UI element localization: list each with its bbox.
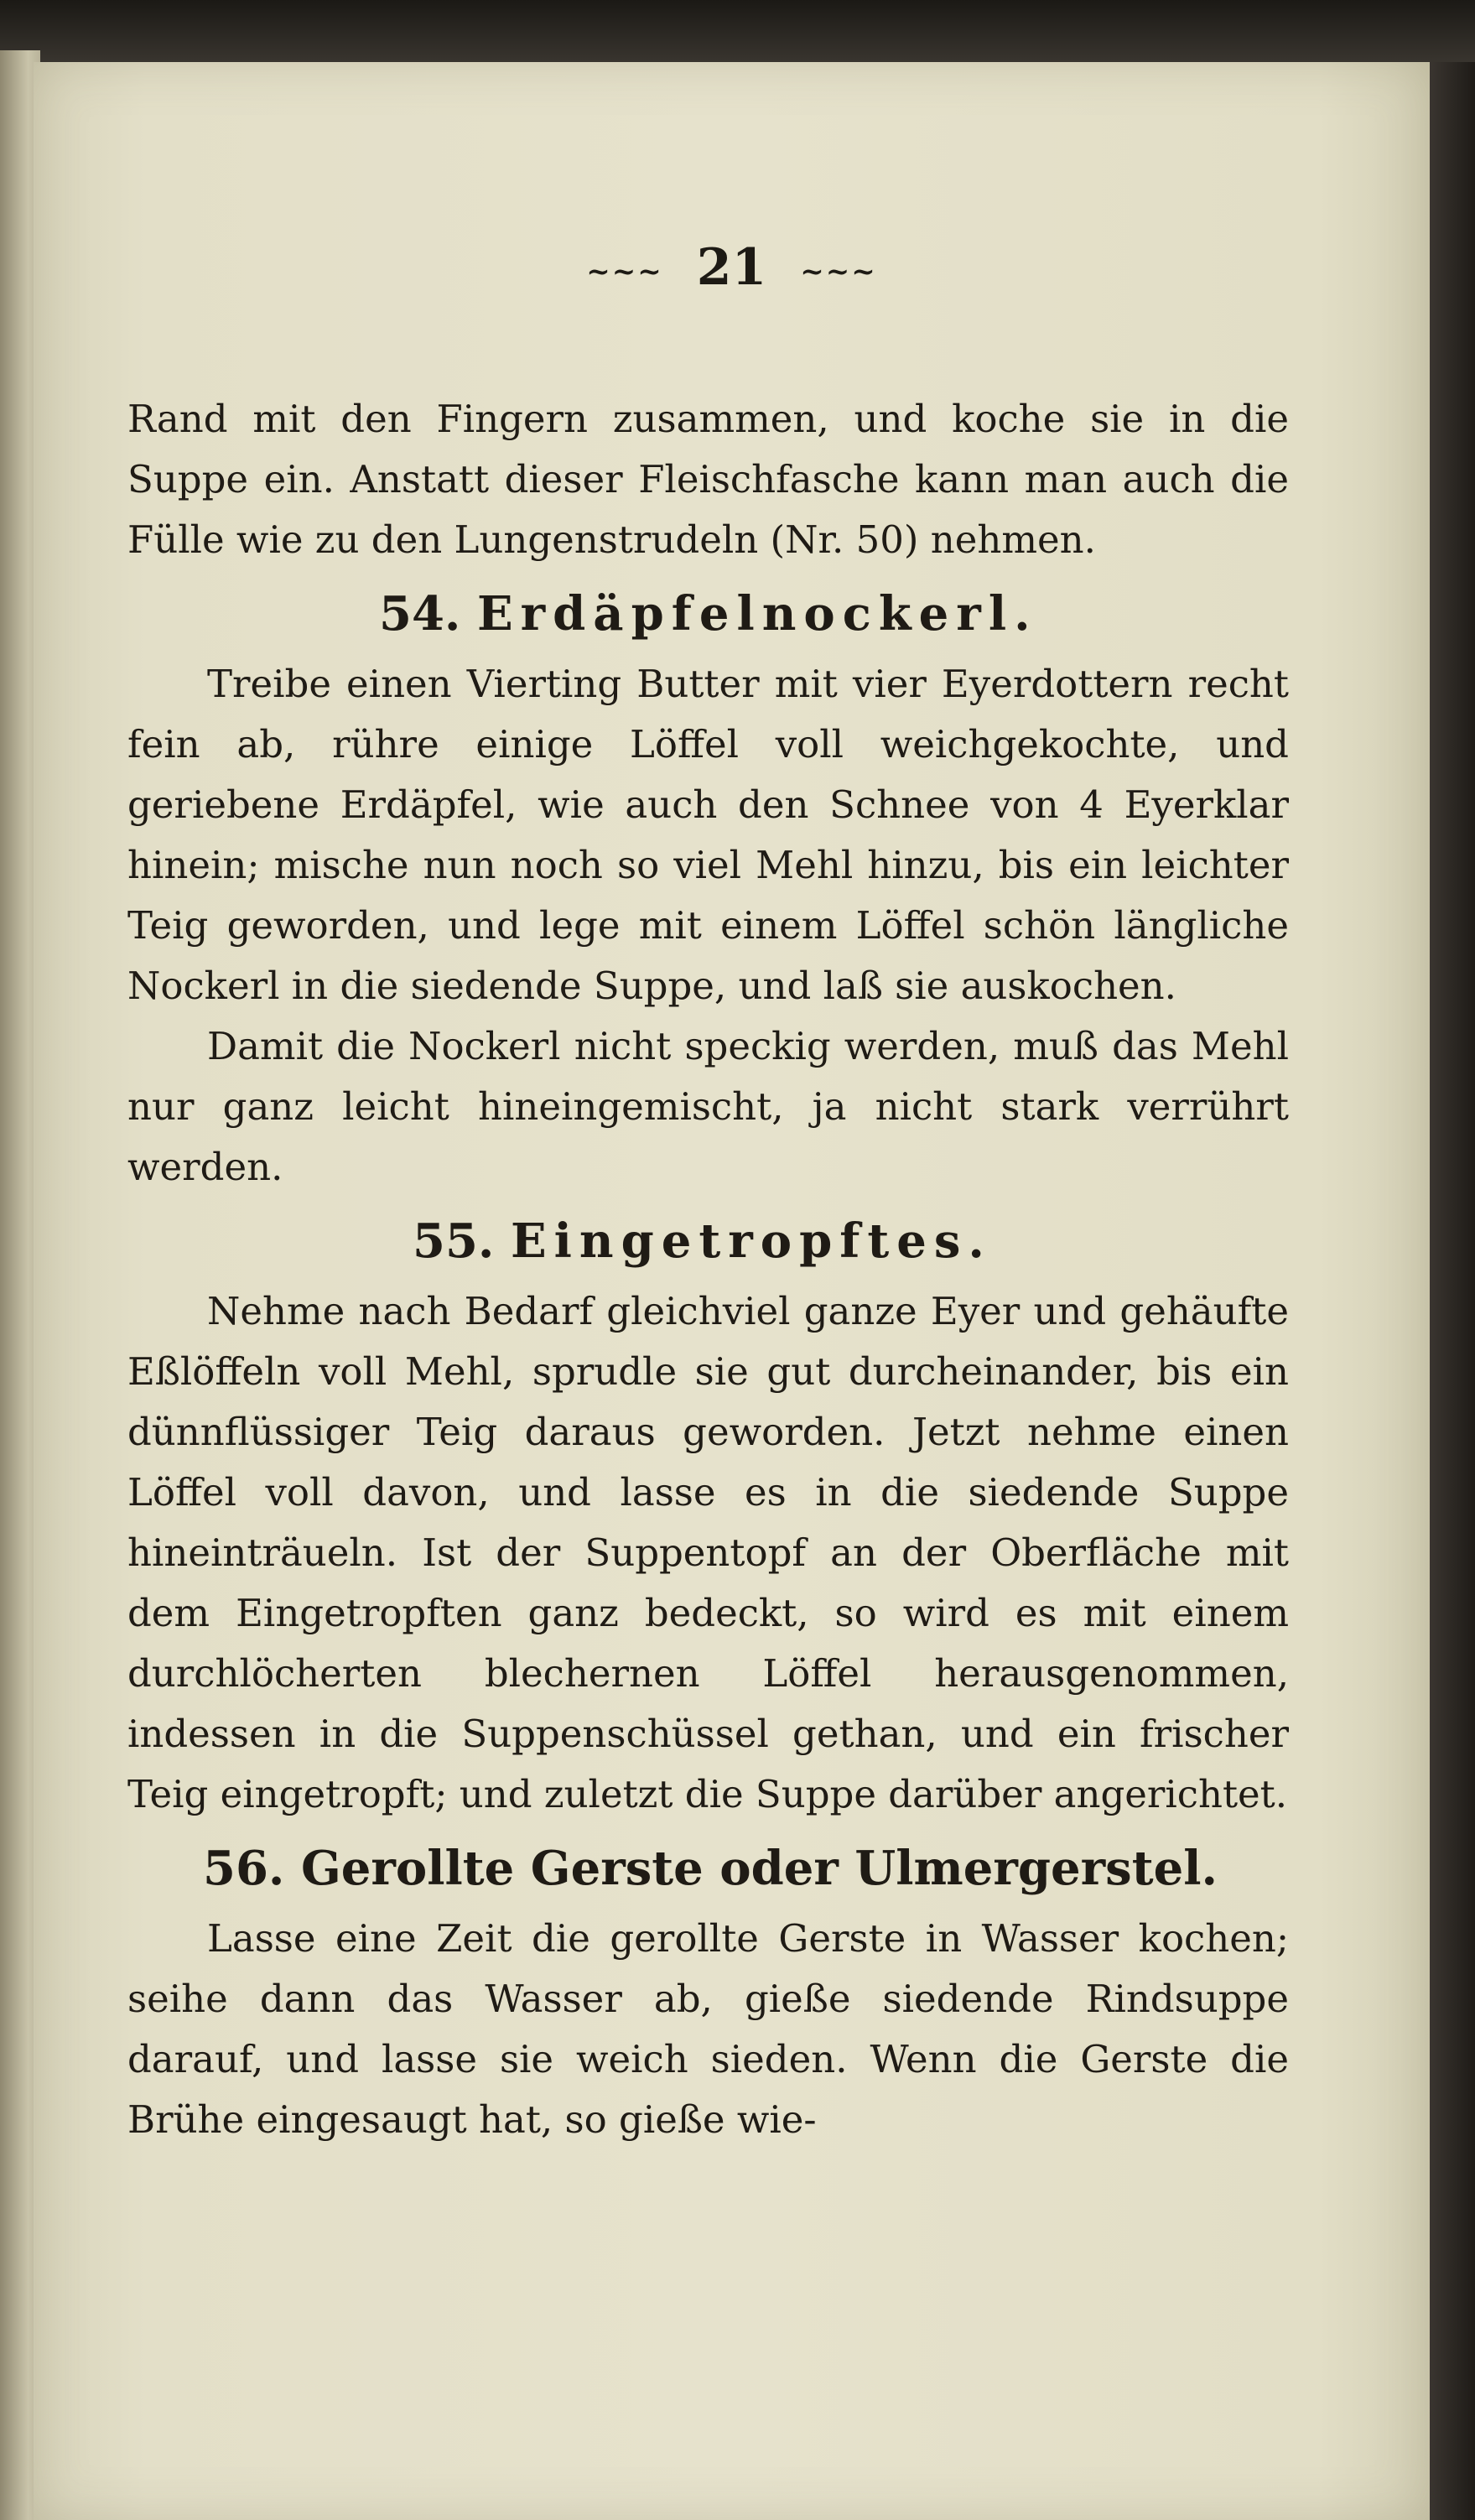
recipe-title: Gerollte Gerste oder Ulmergerstel.: [300, 1841, 1218, 1896]
header-ornament-right: ~~~: [800, 254, 877, 288]
recipe-paragraph: Lasse eine Zeit die gerollte Gerste in Wasser kochen; seihe dann das Wasser ab, gieße siedende Rindsuppe darauf, und lasse sie weich sieden. Wenn die Gerste die Brühe eingesaugt hat, so gieße wie-: [127, 1916, 1289, 2142]
recipe-paragraph: Treibe einen Vierting Butter mit vier Eyerdottern recht fein ab, rühre einige Löffel voll weichgekochte, und geriebene Erdäpfel, wie auch den Schnee von 4 Eyerklar hinein; mische nun noch so viel Mehl hinzu, bis ein leichter Teig geworden, und lege mit einem Löffel schön längliche Nockerl in die siedende Suppe, und laß sie auskochen.: [127, 662, 1289, 1008]
header-ornament-left: ~~~: [586, 254, 663, 288]
recipe-paragraph: Damit die Nockerl nicht speckig werden, muß das Mehl nur ganz leicht hineingemischt, ja nicht stark verrührt werden.: [127, 1024, 1289, 1189]
recipe-title: Eingetropftes.: [510, 1213, 992, 1269]
scan-background-top: [0, 0, 1475, 65]
recipe-number: 54.: [379, 586, 461, 642]
page-header: [34, 238, 1430, 297]
recipe-paragraph: Nehme nach Bedarf gleichviel ganze Eyer und gehäufte Eßlöffeln voll Mehl, sprudle sie gut durcheinander, bis ein dünnflüssiger Teig daraus geworden. Jetzt nehme einen Löffel voll davon, und lasse es in die siedende Suppe hineinträueln. Ist der Suppentopf an der Oberfläche mit dem Eingetropften ganz bedeckt, so wird es mit einem durchlöcherten blechernen Löffel herausgenommen, indessen in die Suppenschüssel gethan, und ein frischer Teig eingetropft; und zuletzt die Suppe darüber angerichtet.: [127, 1289, 1289, 1816]
recipe-number: 55.: [413, 1213, 495, 1269]
recipe-heading-54: [127, 577, 1289, 651]
intro-paragraph: Rand mit den Fingern zusammen, und koche sie in die Suppe ein. Anstatt dieser Fleischfasche kann man auch die Fülle wie zu den Lungenstrudeln (Nr. 50) nehmen.: [127, 397, 1289, 562]
book-page: [34, 62, 1430, 2520]
recipe-heading-55: [127, 1204, 1289, 1278]
recipe-title: Erdäpfelnockerl.: [476, 586, 1038, 642]
recipe-number: 56.: [203, 1841, 285, 1896]
page-number: 21: [696, 238, 767, 297]
scan-background-right: [1430, 62, 1475, 2520]
page-body: [127, 389, 1289, 2150]
recipe-heading-56: [127, 1832, 1289, 1905]
